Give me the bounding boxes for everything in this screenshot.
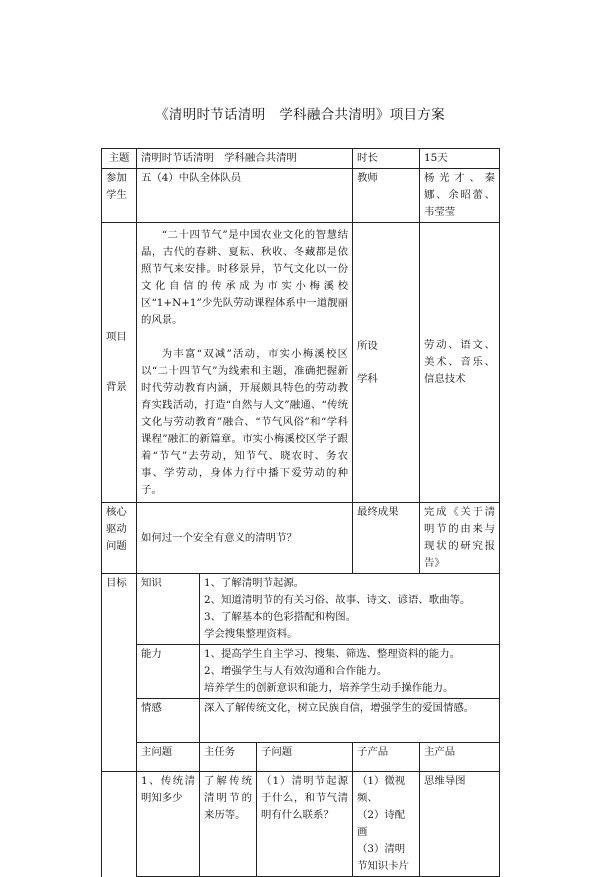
background-row xyxy=(102,223,500,503)
ability-label: 能力 xyxy=(137,645,200,699)
header-main-question: 主问题 xyxy=(137,743,200,772)
header-sub-question: 子问题 xyxy=(257,743,353,772)
header-main-product: 主产品 xyxy=(420,743,500,772)
main-task-cell: 了解传统清明节的来历等。 xyxy=(200,772,257,877)
background-label-line1: 项目 xyxy=(106,331,127,343)
sub-question-cell: （1）清明节起源于什么，和节气清明有什么联系？ xyxy=(257,772,353,877)
ability-item: 1、提高学生自主学习、搜集、筛选、整理资料的能力。 xyxy=(204,648,460,660)
background-paragraph-1: “二十四节气”是中国农业文化的智慧结晶，古代的春耕、夏耘、秋收、冬藏都是依照节气来安排。时移景异，节气文化以一份文化自信的传承成为市实小梅溪校区“1+N+1”少先队劳动课程体系中一道靓丽的风景。 xyxy=(141,229,348,326)
knowledge-items xyxy=(200,574,500,645)
project-plan-table xyxy=(101,148,500,877)
background-label xyxy=(102,223,137,503)
sub-product-item: （1）微视频、 xyxy=(357,775,406,804)
background-label-line2: 背景 xyxy=(106,381,127,393)
ability-items xyxy=(200,645,500,699)
subjects-value: 劳动、语文、美术、音乐、信息技术 xyxy=(420,223,500,503)
main-question-cell: 1、传统清明知多少 xyxy=(137,772,200,877)
theme-value: 清明时节话清明 学科融合共清明 xyxy=(137,149,353,169)
question-label: 核心驱动问题 xyxy=(102,503,137,574)
background-text xyxy=(137,223,353,503)
sub-product-item: （3）清明节知识卡片 xyxy=(357,843,409,872)
teachers-value: 杨光才、秦娜、余昭蕾、韦莹莹 xyxy=(420,169,500,223)
main-product-cell: 思维导图 xyxy=(420,772,500,877)
background-paragraph-2: 为丰富“双减”活动，市实小梅溪校区以“二十四节气”为线索和主题，准确把握新时代劳动教育内涵，开展颇具特色的劳动教育实践活动，打造“自然与人文”融通、“传统文化与劳动教育”融合、“节气风俗”和“学科课程”融汇的新篇章。市实小梅溪校区学子跟着“节气”去劳动，知节气、晓农时、务农事、学劳动，身体力行中播下爱劳动的种子。 xyxy=(141,348,348,496)
blank-cell xyxy=(102,772,137,877)
goal-ability-row xyxy=(102,645,500,699)
knowledge-item: 2、知道清明节的有关习俗、故事、诗文、谚语、歌曲等。 xyxy=(204,594,471,606)
participants-row xyxy=(102,169,500,223)
emotion-value: 深入了解传统文化，树立民族自信，增强学生的爱国情感。 xyxy=(200,699,500,743)
goal-knowledge-row xyxy=(102,574,500,645)
duration-value: 15天 xyxy=(420,149,500,169)
sub-product-cell xyxy=(353,772,420,877)
sub-product-item: （2）诗配画 xyxy=(357,809,406,838)
result-label: 最终成果 xyxy=(353,503,420,574)
teachers-label: 教师 xyxy=(353,169,420,223)
knowledge-item: 1、了解清明节起源。 xyxy=(204,577,305,589)
knowledge-item: 学会搜集整理资料。 xyxy=(204,628,298,640)
subjects-label xyxy=(353,223,420,503)
knowledge-label: 知识 xyxy=(137,574,200,645)
task-header-row xyxy=(102,743,500,772)
participants-label: 参加学生 xyxy=(102,169,137,223)
participants-value: 五（4）中队全体队员 xyxy=(137,169,353,223)
ability-item: 培养学生的创新意识和能力，培养学生动手操作能力。 xyxy=(204,682,454,694)
goal-label: 目标 xyxy=(102,574,137,772)
knowledge-item: 3、了解基本的色彩搭配和构图。 xyxy=(204,611,357,623)
theme-label: 主题 xyxy=(102,149,137,169)
task-row xyxy=(102,772,500,877)
document-title: 《清明时节话清明 学科融合共清明》项目方案 xyxy=(155,107,445,123)
result-value: 完成《关于清明节的由来与现状的研究报告》 xyxy=(420,503,500,574)
header-main-task: 主任务 xyxy=(200,743,257,772)
subjects-label-line1: 所设 xyxy=(357,339,378,352)
question-value: 如何过一个安全有意义的清明节？ xyxy=(137,503,353,574)
theme-row xyxy=(102,149,500,169)
subjects-label-line2: 学科 xyxy=(357,372,378,385)
goal-emotion-row xyxy=(102,699,500,743)
duration-label: 时长 xyxy=(353,149,420,169)
core-question-row xyxy=(102,503,500,574)
emotion-label: 情感 xyxy=(137,699,200,743)
header-sub-product: 子产品 xyxy=(353,743,420,772)
ability-item: 2、增强学生与人有效沟通和合作能力。 xyxy=(204,665,388,677)
